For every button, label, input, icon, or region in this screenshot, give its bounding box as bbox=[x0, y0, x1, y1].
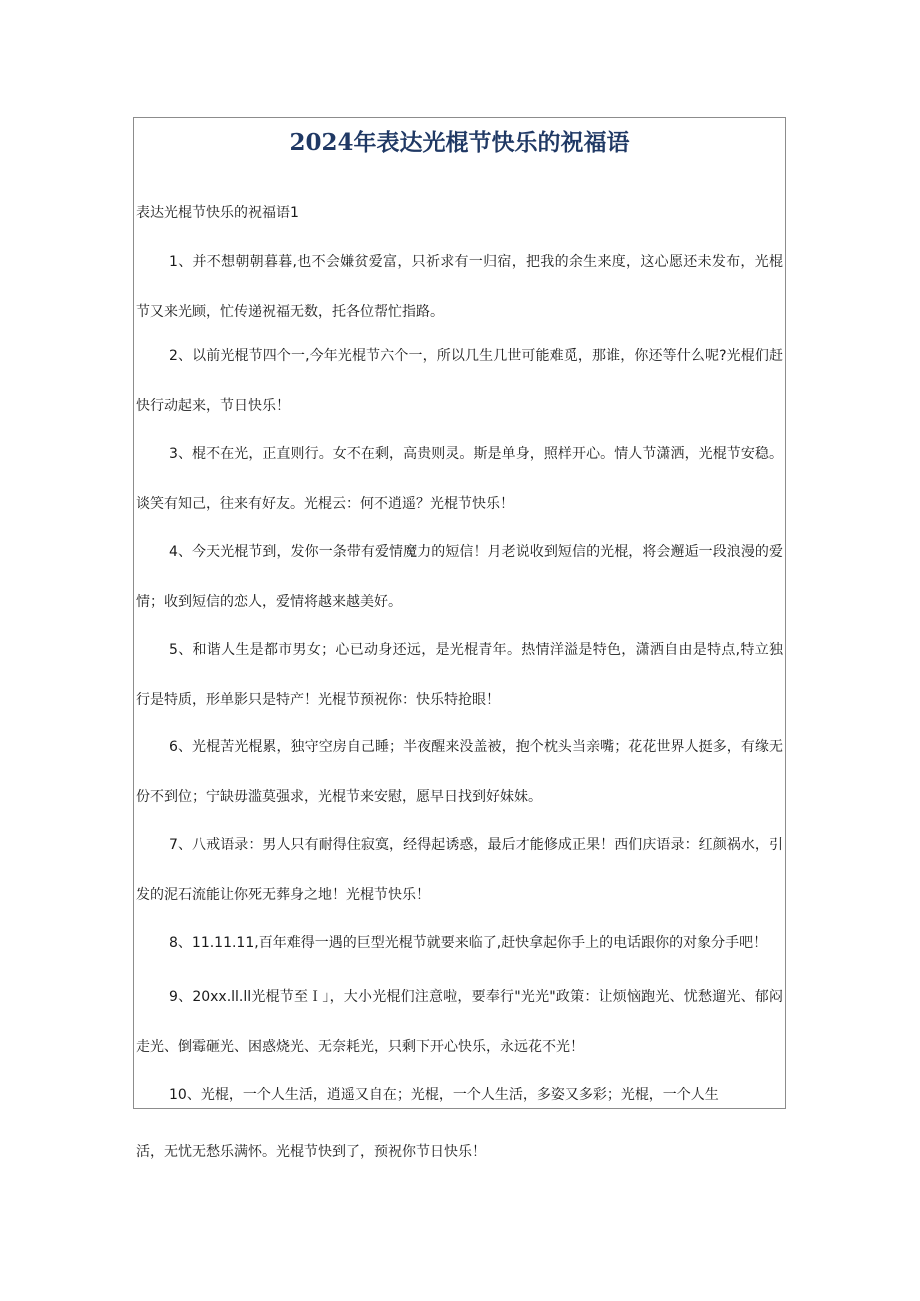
blessing-item-7: 7、八戒语录：男人只有耐得住寂寞，经得起诱惑，最后才能修成正果！西们庆语录：红颜祸水，引发的泥石流能让你死无葬身之地！光棍节快乐！ bbox=[136, 837, 783, 903]
blessing-item-10-continuation: 活，无忧无愁乐满怀。光棍节快到了，预祝你节日快乐！ bbox=[136, 1144, 486, 1160]
blessing-item-9: 9、20xx.ll.ll光棍节至Ｉ」，大小光棍们注意啦，要奉行"光光"政策：让烦恼跑光、忧愁遛光、郁闷走光、倒霉砸光、困惑烧光、无奈耗光，只剩下开心快乐，永远花不光！ bbox=[136, 989, 783, 1055]
blessing-item-5: 5、和谐人生是都市男女；心已动身还远，是光棍青年。热情洋溢是特色，潇洒自由是特点,特立独行是特质，形单影只是特产！光棍节预祝你：快乐特抢眼！ bbox=[136, 642, 783, 708]
blessing-item-6: 6、光棍苦光棍累，独守空房自己睡；半夜醒来没盖被，抱个枕头当亲嘴；花花世界人挺多，有缘无份不到位；宁缺毋滥莫强求，光棍节来安慰，愿早日找到好妹妹。 bbox=[136, 739, 783, 805]
blessing-item-1: 1、并不想朝朝暮暮,也不会嫌贫爱富，只祈求有一归宿，把我的余生来度，这心愿还未发布，光棍节又来光顾，忙传递祝福无数，托各位帮忙指路。 bbox=[136, 254, 783, 320]
blessing-item-2: 2、以前光棍节四个一,今年光棍节六个一，所以几生几世可能难觅，那谁，你还等什么呢?光棍们赶快行动起来，节日快乐！ bbox=[136, 348, 783, 414]
blessing-item-8: 8、11.11.11,百年难得一遇的巨型光棍节就要来临了,赶快拿起你手上的电话跟你的对象分手吧！ bbox=[169, 935, 768, 951]
blessing-item-10: 10、光棍，一个人生活，逍遥又自在；光棍，一个人生活，多姿又多彩；光棍，一个人生 bbox=[169, 1087, 719, 1103]
document-title: 2024年表达光棍节快乐的祝福语 bbox=[289, 129, 630, 156]
blessing-item-3: 3、棍不在光，正直则行。女不在剩，高贵则灵。斯是单身，照样开心。情人节潇洒，光棍节安稳。谈笑有知己，往来有好友。光棍云：何不逍遥？光棍节快乐！ bbox=[136, 446, 783, 512]
blessing-item-4: 4、今天光棍节到，发你一条带有爱情魔力的短信！月老说收到短信的光棍，将会邂逅一段浪漫的爱情；收到短信的恋人，爱情将越来越美好。 bbox=[136, 544, 783, 610]
section-heading: 表达光棍节快乐的祝福语1 bbox=[136, 205, 299, 221]
